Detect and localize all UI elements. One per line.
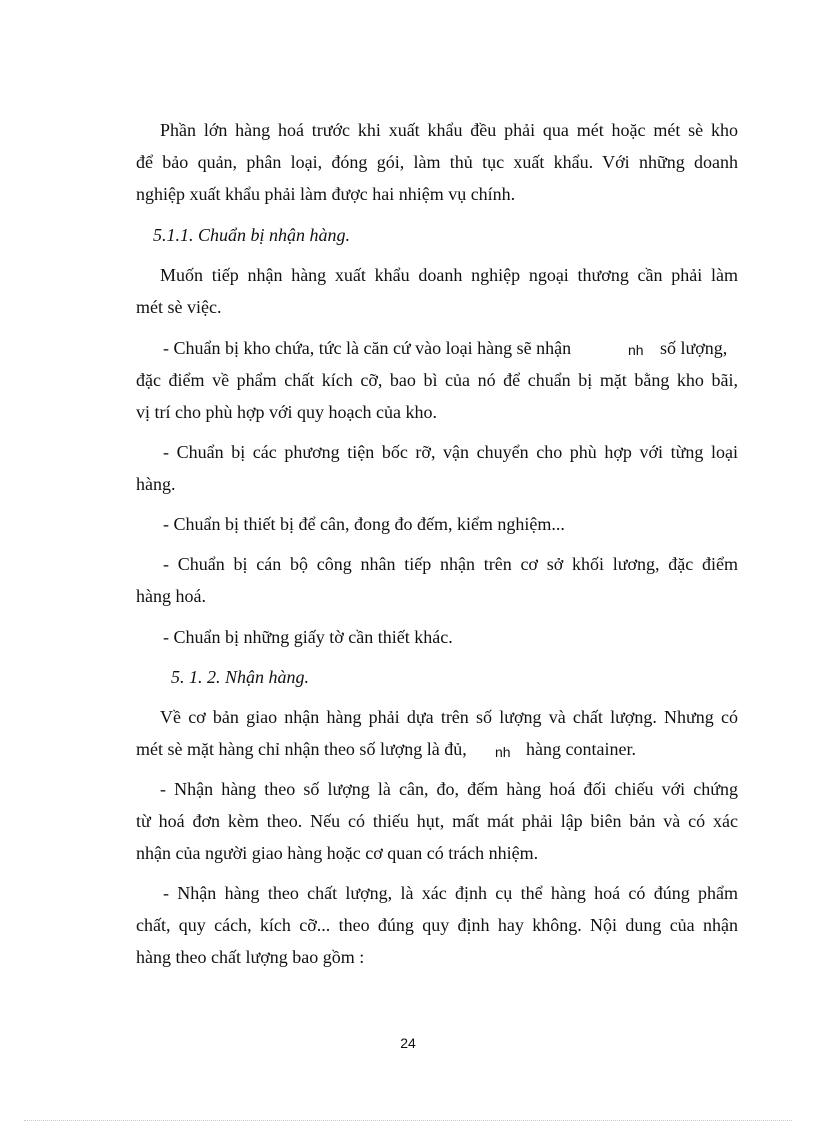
paragraph-8-line-1: Về cơ bản giao nhận hàng phải dựa trên số lượng và chất lượng. Nhưng có — [160, 707, 738, 727]
paragraph-9-line-3: nhận của người giao hàng hoặc cơ quan có trách nhiệm. — [136, 843, 539, 863]
paragraph-8-line-2: mét sè mặt hàng chỉ nhận theo số lượng là đủ, — [136, 739, 467, 759]
paragraph-1-line-2: để bảo quản, phân loại, đóng gói, làm thủ tục xuất khẩu. Với những doanh — [136, 152, 738, 172]
paragraph-8-line-2-end: hàng container. — [526, 739, 636, 759]
paragraph-10-line-3: hàng theo chất lượng bao gồm : — [136, 947, 365, 967]
paragraph-7: - Chuẩn bị những giấy tờ cần thiết khác. — [163, 627, 453, 647]
paragraph-9-line-2: từ hoá đơn kèm theo. Nếu có thiếu hụt, mất mát phải lập biên bản và có xác — [136, 811, 738, 831]
inline-nh-marker: nh — [628, 342, 644, 358]
section-heading-5-1-1: 5.1.1. Chuẩn bị nhận hàng. — [153, 225, 351, 245]
paragraph-5: - Chuẩn bị thiết bị để cân, đong đo đếm, kiểm nghiệm... — [163, 514, 565, 534]
section-heading-5-1-2: 5. 1. 2. Nhận hàng. — [171, 667, 310, 687]
paragraph-2-line-2: mét sè việc. — [136, 297, 222, 317]
paragraph-3-line-3: vị trí cho phù hợp với quy hoạch của kho. — [136, 402, 437, 422]
page-number: 24 — [400, 1035, 416, 1051]
paragraph-6-line-1: - Chuẩn bị cán bộ công nhân tiếp nhận trên cơ sở khối lương, đặc điểm — [163, 554, 738, 574]
paragraph-9-line-1: - Nhận hàng theo số lượng là cân, đo, đếm hàng hoá đối chiếu với chứng — [160, 779, 738, 799]
paragraph-1-line-1: Phần lớn hàng hoá trước khi xuất khẩu đều phải qua mét hoặc mét sè kho — [160, 120, 738, 140]
paragraph-6-line-2: hàng hoá. — [136, 586, 206, 606]
footer-divider — [24, 1120, 792, 1121]
inline-nh-marker-2: nh — [495, 744, 511, 760]
paragraph-3-line-1-end: số lượng, — [660, 338, 728, 358]
paragraph-2-line-1: Muốn tiếp nhận hàng xuất khẩu doanh nghiệp ngoại thương cần phải làm — [160, 265, 738, 285]
paragraph-3-line-1: - Chuẩn bị kho chứa, tức là căn cứ vào loại hàng sẽ nhận — [163, 338, 572, 358]
paragraph-10-line-1: - Nhận hàng theo chất lượng, là xác định cụ thể hàng hoá có đúng phẩm — [163, 883, 738, 903]
paragraph-10-line-2: chất, quy cách, kích cỡ... theo đúng quy định hay không. Nội dung của nhận — [136, 915, 738, 935]
paragraph-3-line-2: đặc điểm về phẩm chất kích cỡ, bao bì của nó để chuẩn bị mặt bằng kho bãi, — [136, 370, 738, 390]
paragraph-4-line-1: - Chuẩn bị các phương tiện bốc rỡ, vận chuyển cho phù hợp với từng loại — [163, 442, 738, 462]
paragraph-4-line-2: hàng. — [136, 474, 176, 494]
paragraph-1-line-3: nghiệp xuất khẩu phải làm được hai nhiệm vụ chính. — [136, 184, 516, 204]
